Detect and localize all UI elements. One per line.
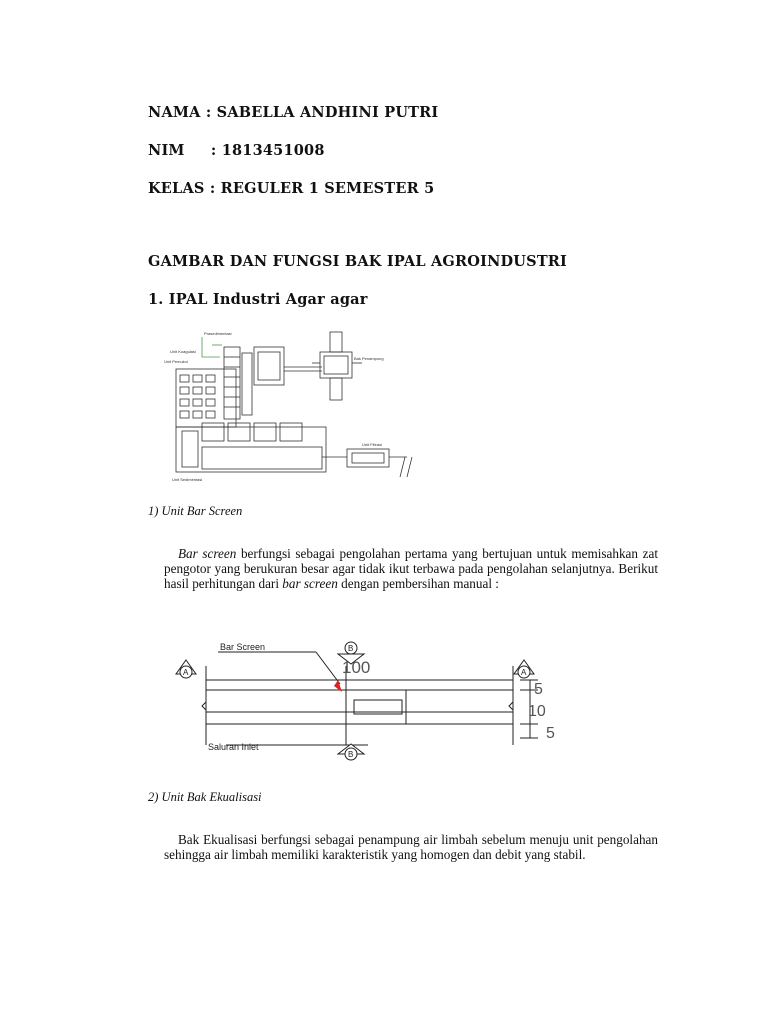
student-name: NAMA : SABELLA ANDHINI PUTRI — [148, 104, 439, 121]
section-marker-b-bottom — [338, 744, 364, 760]
dimension-5-top: 5 — [534, 681, 543, 698]
svg-text:B: B — [348, 644, 354, 653]
dimension-5-bottom: 5 — [546, 725, 555, 742]
item2-paragraph: Bak Ekualisasi berfungsi sebagai penampung air limbah sebelum menuju unit pengolahan sehingga air limbah memiliki karakteristik yang homogen dan debit yang stabil. — [164, 832, 658, 863]
section-marker-a-right — [514, 660, 534, 678]
dimension-10: 10 — [528, 703, 546, 720]
svg-text:A: A — [521, 668, 527, 677]
student-class: KELAS : REGULER 1 SEMESTER 5 — [148, 180, 435, 197]
bar-screen-label: Bar Screen — [220, 642, 266, 652]
item1-paragraph — [164, 546, 658, 592]
section-marker-a-left — [176, 660, 196, 678]
svg-text:A: A — [183, 668, 189, 677]
svg-text:Bak Penampung: Bak Penampung — [354, 356, 384, 361]
saluran-inlet-label: Saluran Inlet — [208, 742, 259, 752]
student-nim: NIM : 1813451008 — [148, 142, 325, 159]
svg-text:Unit Pemukul: Unit Pemukul — [164, 359, 188, 364]
item2-title: 2) Unit Bak Ekualisasi — [148, 790, 262, 804]
item1-title: 1) Unit Bar Screen — [148, 504, 243, 518]
section-title: GAMBAR DAN FUNGSI BAK IPAL AGROINDUSTRI — [148, 253, 568, 270]
subsection-title: 1. IPAL Industri Agar agar — [148, 291, 368, 308]
svg-text:Unit Sedimentasi: Unit Sedimentasi — [172, 477, 203, 482]
svg-text:Unit Koagulasi: Unit Koagulasi — [170, 349, 196, 354]
ipal-layout-diagram — [162, 327, 432, 490]
item1-text-a: berfungsi sebagai pengolahan pertama yang bertujuan untuk memisahkan zat pengotor yang berukuran besar agar tidak ikut terbawa pada pengolahan selanjutnya. Berikut hasil perhitungan dari — [164, 546, 658, 592]
bar-screen-diagram — [168, 630, 568, 765]
svg-text:B: B — [348, 750, 354, 759]
bar-screen-term-2: bar screen — [282, 576, 338, 592]
dimension-100: 100 — [342, 658, 371, 677]
svg-text:Prasedimentasi: Prasedimentasi — [204, 331, 232, 336]
bar-screen-term: Bar screen — [178, 546, 237, 561]
item1-text-b: dengan pembersihan manual : — [337, 576, 499, 592]
svg-text:Unit Filtrasi: Unit Filtrasi — [362, 442, 383, 447]
